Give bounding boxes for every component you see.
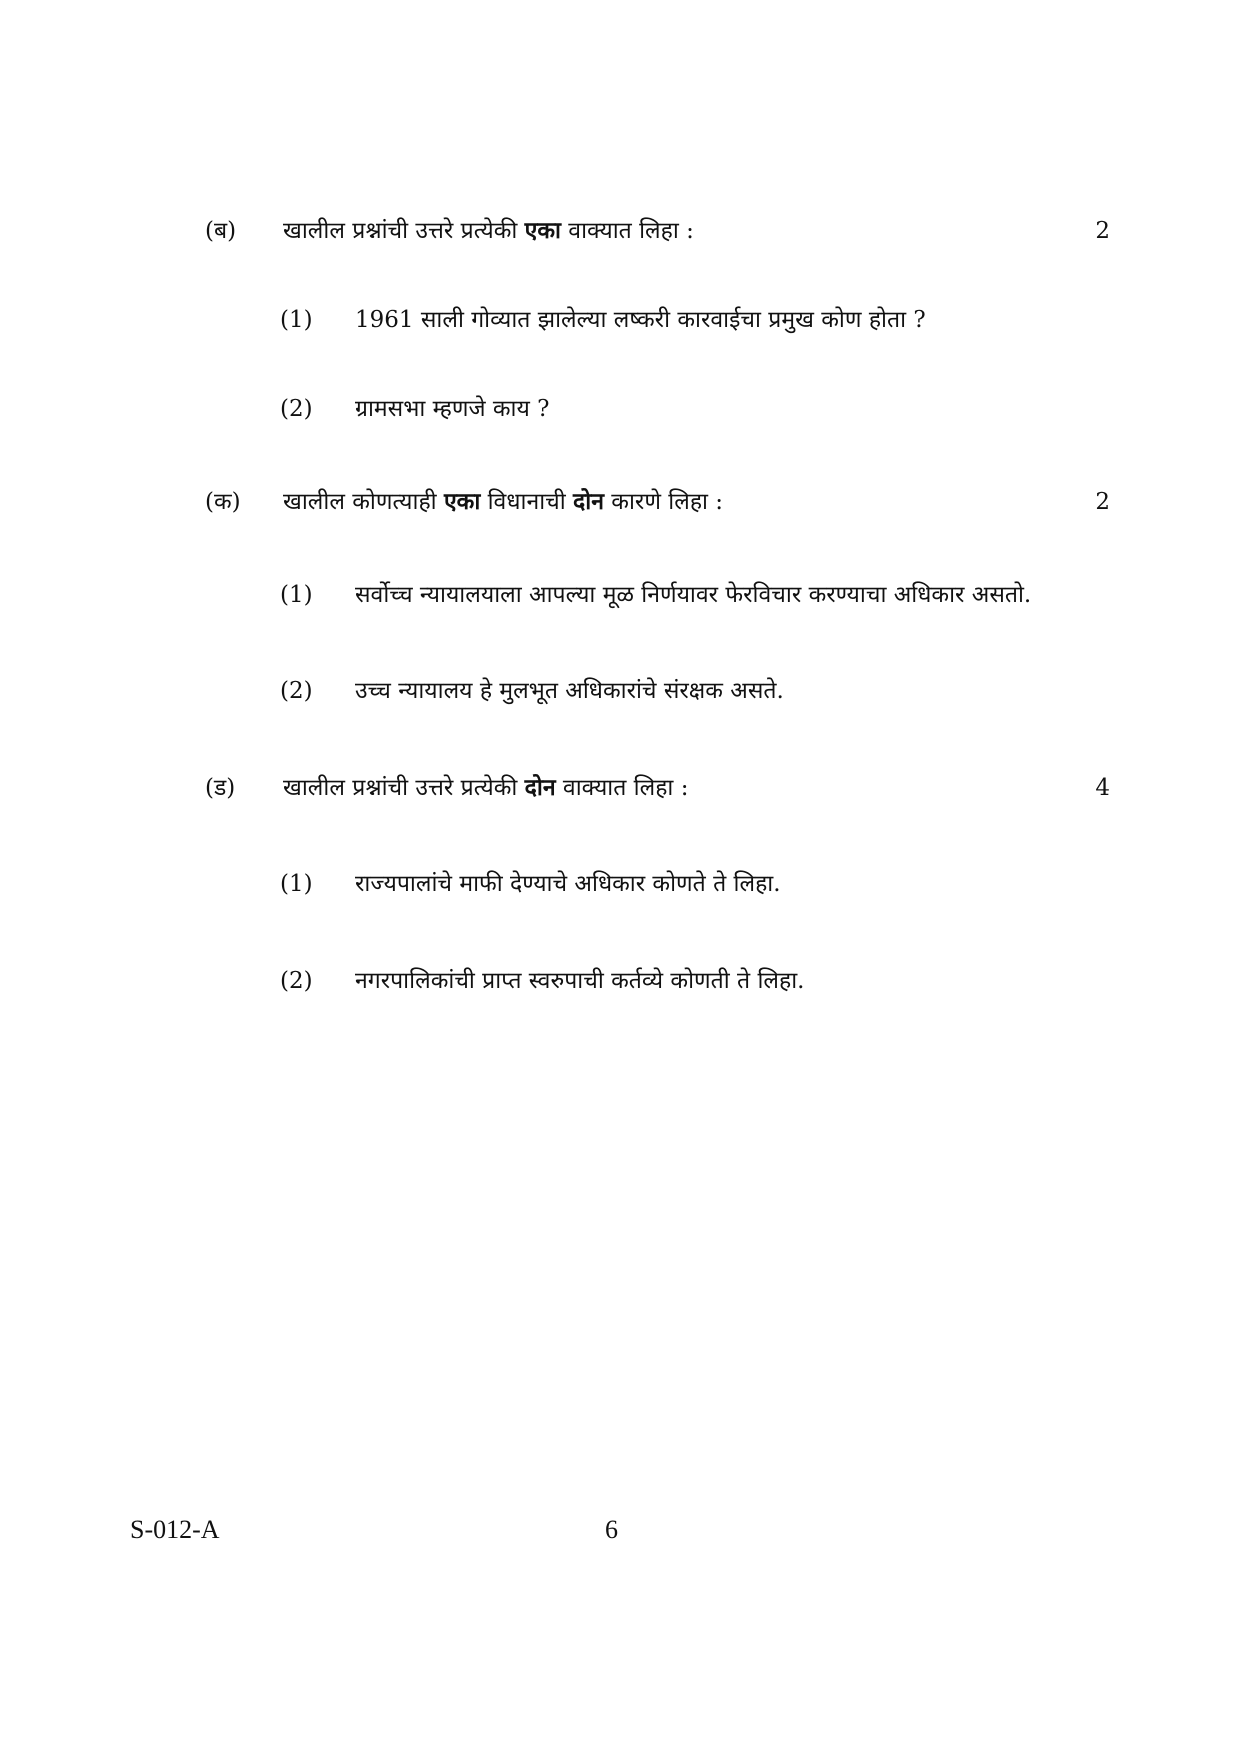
question-number: (2) [280,968,313,994]
instruction-text: खालील प्रश्नांची उत्तरे प्रत्येकी [283,775,525,801]
instruction-emphasis: एका [524,217,561,244]
section-label-b: (ब) [205,218,237,244]
section-instruction-b [283,216,694,246]
question-text: उच्च न्यायालय हे मुलभूत अधिकारांचे संरक्षक असते. [355,678,784,704]
question-number: (1) [280,871,313,897]
question-number: (2) [280,396,313,422]
section-label-k: (क) [205,489,241,515]
question-text: सर्वोच्च न्यायालयाला आपल्या मूळ निर्णयावर फेरविचार करण्याचा अधिकार असतो. [355,582,1032,608]
question-text: नगरपालिकांची प्राप्त स्वरुपाची कर्तव्ये कोणती ते लिहा. [355,968,805,994]
instruction-text: कारणे लिहा : [603,489,724,515]
instruction-text: विधानाची [480,489,574,515]
question-text: राज्यपालांचे माफी देण्याचे अधिकार कोणते ते लिहा. [355,871,781,897]
question-number: (1) [280,582,313,608]
paper-code: S-012-A [130,1515,220,1544]
instruction-emphasis: दोन [524,774,556,801]
instruction-emphasis: एका [443,488,481,515]
instruction-text: खालील कोणत्याही [283,489,444,515]
instruction-text: वाक्यात लिहा : [555,775,689,801]
section-marks-k: 2 [1095,489,1110,515]
instruction-emphasis: दोन [573,488,604,515]
page-number: 6 [605,1515,618,1544]
question-text: 1961 साली गोव्यात झालेल्या लष्करी कारवाईचा प्रमुख कोण होता ? [355,307,926,333]
section-instruction-d [283,773,688,803]
question-number: (2) [280,678,313,704]
section-label-d: (ड) [205,775,236,801]
question-number: (1) [280,307,313,333]
instruction-text: खालील प्रश्नांची उत्तरे प्रत्येकी [283,218,525,244]
question-text: ग्रामसभा म्हणजे काय ? [355,396,550,422]
instruction-text: वाक्यात लिहा : [561,218,694,244]
section-marks-b: 2 [1095,218,1110,244]
section-instruction-k [283,487,723,517]
section-marks-d: 4 [1095,775,1110,801]
